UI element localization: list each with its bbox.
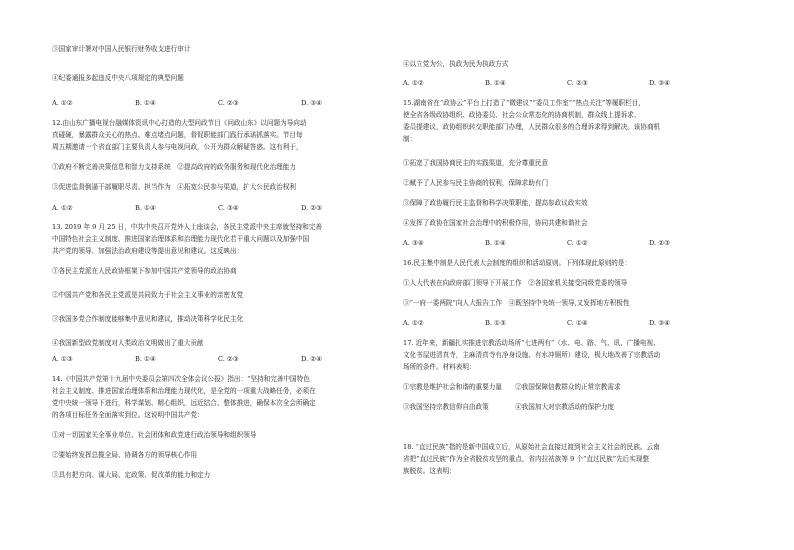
option-d: D. ②③	[649, 239, 671, 247]
option-d: D. ③④	[301, 99, 323, 107]
question-15-stem: 15.湖南省在“政协云”平台上打造了“微建议”“委员工作室”“热点关注”等履职栏目，	[403, 99, 645, 107]
question-14-stem: 社会主义制度、推进国家治理体系和治理能力现代化，是全党的一项重大战略任务，必须在	[52, 387, 316, 395]
question-16-item: ③“一府一委两院”向人大报告工作 ④既坚持中央统一领导,又发挥地方积极性	[403, 299, 630, 307]
option-a: A. ①②	[403, 79, 424, 87]
question-13-stem: 共产党的领导、加强法治政府建设等提出意见和建议。这反映出：	[52, 247, 244, 255]
question-14-item: ③具有把方向、谋大局、定政策、促改革的能力和定力	[52, 471, 211, 479]
question-15-item: ④发挥了政协在国家社会治理中的积极作用，协同共建和谐社会	[403, 219, 588, 227]
option-d: D. ②③	[301, 204, 323, 212]
option-c: C. ③④	[218, 204, 239, 212]
question-13-stem: 中国特色社会主义制度、推进国家治理体系和治理能力现代化若干重大问题以及加强中国	[52, 235, 310, 243]
option-a: A. ①③	[52, 355, 73, 363]
question-13-item: ②中国共产党和各民主党派是共同致力于社会主义事业的亲密友党	[52, 291, 244, 299]
option-b: B. ①③	[485, 319, 506, 327]
option-a: A. ①②	[403, 319, 424, 327]
question-13-options	[52, 355, 322, 364]
question-13-stem: 13. 2019 年 9 月 25 日，中共中央召开党外人士座谈会，各民主党派中央主席就坚持和完善	[52, 223, 323, 231]
question-15-item: ②赋予了人民参与民主协商的权利，保障求助有门	[403, 179, 549, 187]
question-18-stem: 18. “直过民族”指的是新中国成立后，从原始社会直接过渡到社会主义社会的民族。云南	[403, 443, 660, 451]
option-b: B. ①④	[485, 239, 506, 247]
option-c: C. ②③	[218, 355, 239, 363]
option-d: D. ②④	[301, 355, 323, 363]
question-12-stem: 12.由山东广播电视台融媒体资讯中心打造的大型问政节目《问政山东》以问题为导向动	[52, 119, 307, 127]
top-item: ③国家审计署对中国人民银行财务收支进行审计	[52, 45, 191, 53]
question-17-stem: 场所的条件。材料表明：	[403, 363, 476, 371]
top-item: ④以立党为公，执政为民为执政方式	[403, 60, 509, 68]
question-12-stem: 周五期邀请一个省直部门主要负责人参与电视问政，公开为群众解疑答惑。这有利于，	[52, 143, 303, 151]
answer-options	[403, 79, 670, 88]
question-16-options	[403, 319, 670, 328]
option-c: C. ①②	[567, 239, 588, 247]
question-13-item: ③我国多党合作制度能够集中意见和建议，推动决策科学化民主化	[52, 315, 244, 323]
question-14-item: ②要始终发挥总揽全局、协调各方的领导核心作用	[52, 451, 198, 459]
question-13-item: ①各民主党派在人民政协框架下参加中国共产党领导的政治协商	[52, 267, 237, 275]
question-12-item: ③促进监督倒逼干部履职尽责、担当作为 ④拓宽公民参与渠道，扩大公民政治权利	[52, 183, 296, 191]
question-15-item: ①拓宽了我国协商民主的实践渠道，充分尊重民意	[403, 159, 549, 167]
question-15-stem: 制：	[403, 135, 417, 143]
question-15-stem: 委员提建议，政协组织转交职能部门办理，人民群众很多的合理诉求得到解决。该协商机	[403, 123, 661, 131]
option-b: B. ①④	[135, 99, 156, 107]
option-a: A. ①②	[52, 99, 73, 107]
option-a: A. ①②	[52, 204, 73, 212]
option-d: D. ③④	[649, 319, 671, 327]
question-14-stem: 14.《中国共产党第十九届中央委员会第四次全体会议公报》指出：“坚持和完善中国特色	[52, 375, 310, 383]
question-17-item: ③我国坚持宗教信仰自由政策 ④我国加大对宗教活动的保护力度	[403, 403, 614, 411]
question-14-item: ①对一切国家关全事业单位、社会团体和政党进行政治领导和组织领导	[52, 431, 257, 439]
option-c: C. ②③	[218, 99, 239, 107]
question-14-stem: 党中央统一领导下进行，科学谋划、精心组织，远近结合、整体推进，确保本次全会所确定	[52, 399, 316, 407]
option-b: B. ①④	[135, 204, 156, 212]
top-item: ④纪委通报多起违反中央八项规定的典型问题	[52, 74, 184, 82]
question-17-stem: 文化书屋进清真寺，主麻清真寺有净身设施、有水冲厕所）建设，极大地改善了宗教活动	[403, 351, 661, 359]
question-14-stem: 的各项目标任务全面落实到位。这说明中国共产党：	[52, 411, 204, 419]
question-12-options	[52, 204, 322, 213]
question-15-options	[403, 239, 670, 248]
question-12-item: ①政府不断完善决策信息和智力支持系统 ②提高政府的政务服务和现代化治理能力	[52, 163, 296, 171]
question-18-stem: 省把“直过民族”作为全省脱贫攻坚的重点，省内拉祜族等 9 个“直过民族”先后实现整	[403, 455, 650, 463]
question-17-item: ①宗教是维护社会和谐的重要力量 ②我国保障信教群众的正常宗教需求	[403, 383, 621, 391]
question-16-stem: 16.民主集中制是人民代表大会制度的组织和活动原则。下列体现此原则的是：	[403, 259, 632, 267]
option-c: C. ②③	[567, 79, 588, 87]
option-b: B. ①④	[135, 355, 156, 363]
question-16-item: ①人大代表在向政府部门领导下开展工作 ②各国家机关接受同级党委的领导	[403, 279, 628, 287]
question-15-item: ③保障了政协履行民主监督和科学决策职能，提高参政议政实效	[403, 199, 588, 207]
question-13-item: ④我国新型政党制度对人类政治文明做出了重大贡献	[52, 339, 204, 347]
option-d: D. ③④	[649, 79, 671, 87]
option-c: C. ①④	[567, 319, 588, 327]
option-a: A. ③④	[403, 239, 424, 247]
question-15-stem: 使全省各级政协组织、政协委员、社会公众常态化的协商机制，群众线上提诉求、	[403, 111, 641, 119]
question-18-stem: 族脱贫。这表明：	[403, 467, 456, 475]
question-12-stem: 真碰硬，暴露群众关心的热点、难点堵点问题，督促职能部门践行承诺抓落实。节目每	[52, 131, 303, 139]
option-b: B. ①④	[485, 79, 506, 87]
question-17-stem: 17. 近年来，新疆扎实推进宗教活动场所“七进两有”（水、电、路、气、讯、广播电视、	[403, 339, 660, 347]
answer-options	[52, 99, 322, 108]
